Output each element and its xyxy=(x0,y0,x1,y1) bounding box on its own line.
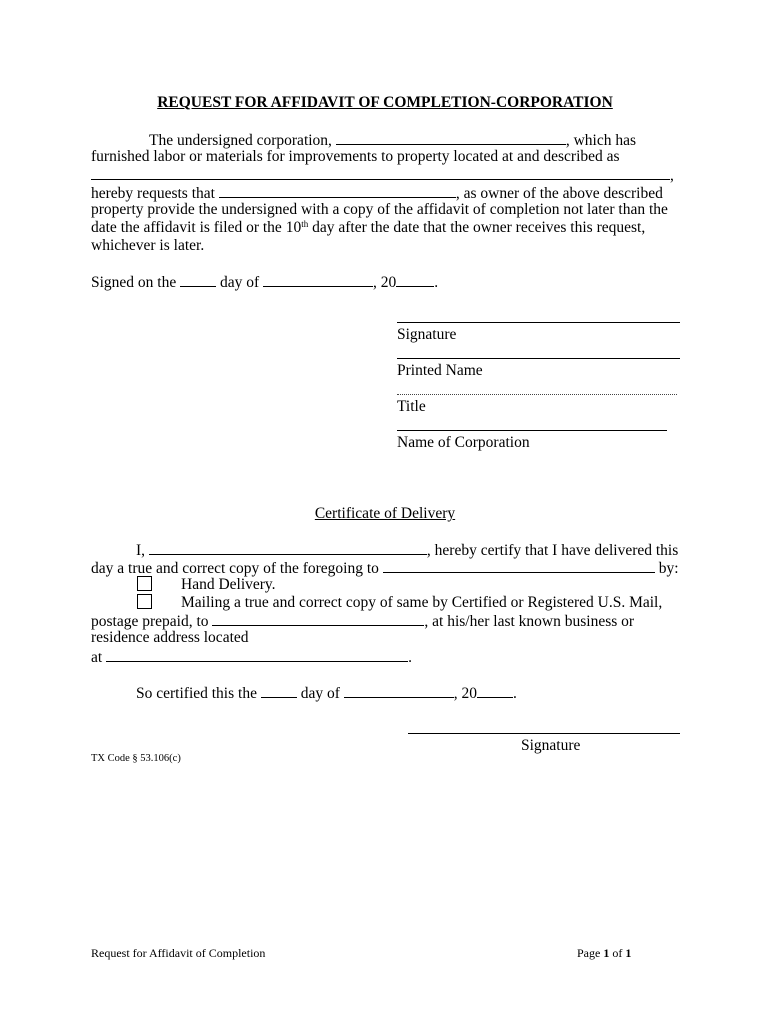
statute-code: TX Code § 53.106(c) xyxy=(91,753,181,764)
certificate-heading: Certificate of Delivery xyxy=(314,505,456,522)
page-number xyxy=(577,946,631,961)
certificate-text: at xyxy=(91,649,103,666)
certificate-line-6: residence address located xyxy=(91,629,249,646)
certificate-text: . xyxy=(513,685,517,702)
address-blank[interactable] xyxy=(106,647,408,662)
footer-title: Request for Affidavit of Completion xyxy=(91,946,266,960)
certifier-name-blank[interactable] xyxy=(149,540,427,555)
certificate-signature-line[interactable] xyxy=(408,733,680,734)
certificate-text: So certified this the xyxy=(136,685,257,702)
certified-month-blank[interactable] xyxy=(344,683,454,698)
intro-line-2: furnished labor or materials for improvements to property located at and described as xyxy=(91,148,620,165)
intro-line-6 xyxy=(91,219,645,237)
hand-delivery-label: Hand Delivery. xyxy=(181,576,276,593)
intro-text: , which has xyxy=(565,132,636,149)
mail-delivery-checkbox[interactable] xyxy=(137,594,152,609)
mailing-recipient-blank[interactable] xyxy=(212,611,424,626)
signed-text: Signed on the xyxy=(91,274,177,291)
signature-line[interactable] xyxy=(397,322,680,323)
signed-text: . xyxy=(434,274,439,291)
certificate-text: . xyxy=(408,649,412,666)
intro-line-5: property provide the undersigned with a copy of the affidavit of completion not later than the xyxy=(91,201,668,218)
certified-year-blank[interactable] xyxy=(477,683,513,698)
property-description-blank[interactable] xyxy=(91,165,670,180)
corporation-name-blank[interactable] xyxy=(336,130,566,145)
hand-delivery-checkbox[interactable] xyxy=(137,576,152,591)
certificate-text: , 20 xyxy=(453,685,478,702)
intro-text: day after the date that the owner receives this request, xyxy=(308,219,646,236)
title-label: Title xyxy=(397,398,426,415)
certificate-line-7 xyxy=(91,647,412,667)
certificate-text: , hereby certify that I have delivered this xyxy=(426,542,679,559)
footer-text: of xyxy=(612,946,623,960)
ordinal-suffix: th xyxy=(301,219,309,229)
intro-line-4 xyxy=(91,183,663,203)
title-line[interactable] xyxy=(397,394,677,395)
intro-text: , xyxy=(670,167,674,184)
certificate-text: postage prepaid, to xyxy=(91,613,209,630)
signed-day-blank[interactable] xyxy=(180,272,216,287)
certificate-text: day a true and correct copy of the foregoing to xyxy=(91,560,379,577)
signed-text: day of xyxy=(220,274,260,291)
printed-name-label: Printed Name xyxy=(397,362,483,379)
certificate-text: , at his/her last known business or xyxy=(424,613,635,630)
document-title: REQUEST FOR AFFIDAVIT OF COMPLETION-CORPORATION xyxy=(157,94,613,111)
mail-delivery-label: Mailing a true and correct copy of same by Certified or Registered U.S. Mail, xyxy=(181,594,663,611)
intro-line-1 xyxy=(149,130,636,150)
owner-name-blank[interactable] xyxy=(219,183,456,198)
corporation-label: Name of Corporation xyxy=(397,434,530,451)
intro-text: The undersigned corporation, xyxy=(149,132,332,149)
certificate-signature-label: Signature xyxy=(521,737,581,754)
certificate-line-5 xyxy=(91,611,634,631)
current-page: 1 xyxy=(603,946,610,960)
certificate-line-2 xyxy=(91,558,679,578)
certificate-text: day of xyxy=(300,685,340,702)
total-pages: 1 xyxy=(625,946,632,960)
recipient-blank[interactable] xyxy=(383,558,655,573)
intro-line-3 xyxy=(91,165,674,185)
footer-text: Page xyxy=(577,946,601,960)
so-certified-line xyxy=(136,683,517,703)
signed-year-blank[interactable] xyxy=(396,272,434,287)
certificate-text: by: xyxy=(658,560,679,577)
certificate-line-1 xyxy=(136,540,678,560)
signed-on-line xyxy=(91,272,438,292)
intro-text: hereby requests that xyxy=(91,185,215,202)
corporation-line[interactable] xyxy=(397,430,667,431)
certificate-text: I, xyxy=(136,542,146,559)
certified-day-blank[interactable] xyxy=(261,683,297,698)
signature-label: Signature xyxy=(397,326,457,343)
intro-line-7: whichever is later. xyxy=(91,237,205,254)
signed-month-blank[interactable] xyxy=(263,272,373,287)
signed-text: , 20 xyxy=(373,274,397,291)
intro-text: date the affidavit is filed or the 10 xyxy=(91,219,302,236)
printed-name-line[interactable] xyxy=(397,358,680,359)
intro-text: , as owner of the above described xyxy=(455,185,663,202)
